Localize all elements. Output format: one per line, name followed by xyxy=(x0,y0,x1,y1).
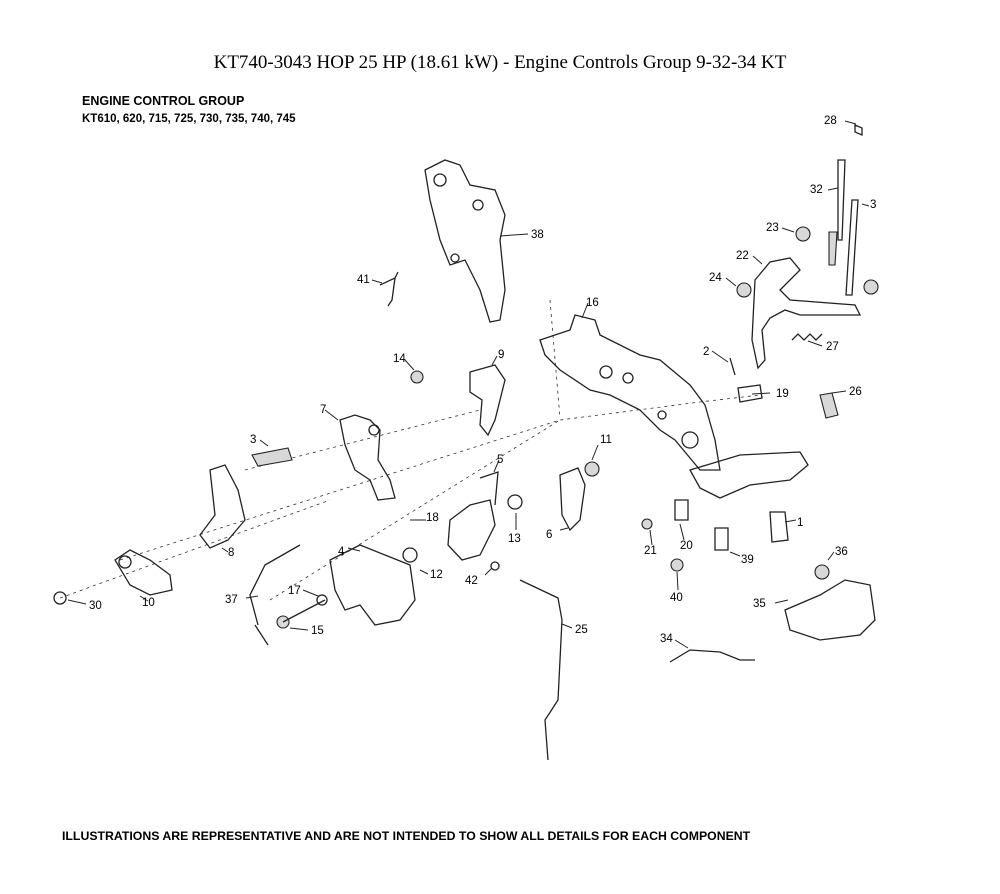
callout-41: 41 xyxy=(357,274,370,286)
callout-24: 24 xyxy=(709,272,722,284)
callout-5: 5 xyxy=(497,454,504,466)
callout-9: 9 xyxy=(498,349,505,361)
callout-27: 27 xyxy=(826,341,839,353)
callout-30: 30 xyxy=(89,600,102,612)
callout-34: 34 xyxy=(660,633,673,645)
callout-1: 1 xyxy=(797,517,804,529)
callout-11: 11 xyxy=(600,434,612,446)
callout-38: 38 xyxy=(531,229,544,241)
page-title: KT740-3043 HOP 25 HP (18.61 kW) - Engine Controls Group 9-32-34 KT xyxy=(213,52,787,73)
callout-20: 20 xyxy=(680,540,693,552)
callout-32: 32 xyxy=(810,184,823,196)
callout-18: 18 xyxy=(426,512,439,524)
callout-26: 26 xyxy=(849,386,862,398)
callout-17: 17 xyxy=(288,585,301,597)
footer-disclaimer: ILLUSTRATIONS ARE REPRESENTATIVE AND ARE NOT INTENDED TO SHOW ALL DETAILS FOR EACH COMPONENT xyxy=(62,829,751,843)
callout-39: 39 xyxy=(741,554,754,566)
callout-40: 40 xyxy=(670,592,683,604)
callout-4: 4 xyxy=(338,546,345,558)
callout-21: 21 xyxy=(644,545,657,557)
callout-36: 36 xyxy=(835,546,848,558)
callout-28: 28 xyxy=(824,115,837,127)
callout-3-left: 3 xyxy=(250,434,257,446)
callout-42: 42 xyxy=(465,575,478,587)
callout-15: 15 xyxy=(311,625,324,637)
callout-7: 7 xyxy=(320,404,327,416)
callout-35: 35 xyxy=(753,598,766,610)
callout-3-right: 3 xyxy=(870,199,877,211)
callout-13: 13 xyxy=(508,533,521,545)
callout-37: 37 xyxy=(225,594,238,606)
model-list: KT610, 620, 715, 725, 730, 735, 740, 745 xyxy=(82,113,296,125)
callout-16: 16 xyxy=(586,297,599,309)
callout-6: 6 xyxy=(546,529,553,541)
group-title: ENGINE CONTROL GROUP xyxy=(82,94,245,108)
callout-19: 19 xyxy=(776,388,789,400)
callout-12: 12 xyxy=(430,569,443,581)
callout-22: 22 xyxy=(736,250,749,262)
callout-10: 10 xyxy=(142,597,155,609)
callout-23: 23 xyxy=(766,222,779,234)
callout-8: 8 xyxy=(228,547,235,559)
callout-14: 14 xyxy=(393,353,406,365)
callout-25: 25 xyxy=(575,624,588,636)
callout-2: 2 xyxy=(703,346,710,358)
